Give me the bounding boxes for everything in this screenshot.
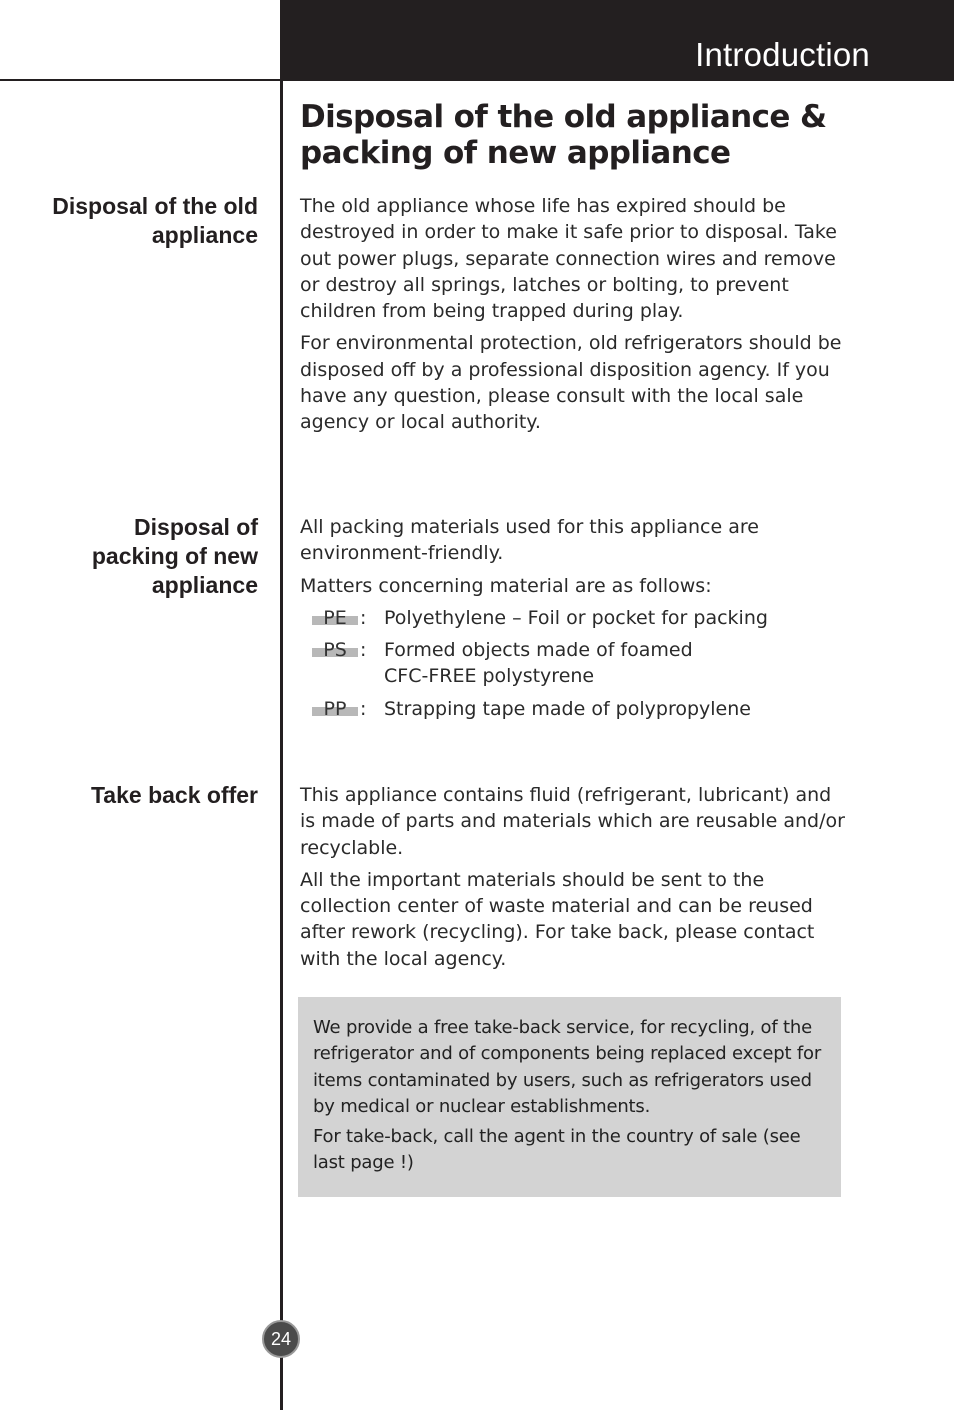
paragraph: For environmental protection, old refrigerators should be disposed off by a professional disposition agency. If you have any question, please consult with the local sale agency or local authority.: [300, 332, 842, 434]
paragraph: All packing materials used for this appliance are environment-friendly.: [300, 516, 759, 565]
section-disposal-old: [300, 193, 845, 442]
material-description: Strapping tape made of polypropylene: [384, 697, 751, 720]
paragraph: This appliance contains fluid (refrigerant, lubricant) and is made of parts and materials which are reusable and/or recyclable.: [300, 784, 845, 859]
note-paragraph: We provide a free take-back service, for recycling, of the refrigerator and of components being replaced except for items contaminated by users, such as refrigerators used by medical or nuclear establishments.: [313, 1017, 822, 1117]
material-code: PE: [312, 605, 358, 631]
material-item-pp: PP : Strapping tape made of polypropylene: [312, 696, 845, 722]
material-code: PS: [312, 637, 358, 663]
material-item-ps: PS : Formed objects made of foamed CFC-FREE polystyrene: [312, 637, 845, 690]
section-heading-packing: Disposal of packing of new appliance: [91, 514, 258, 598]
take-back-note-box: [298, 997, 841, 1197]
material-item-pe: PE : Polyethylene – Foil or pocket for packing: [312, 605, 845, 631]
page-number-badge: 24: [262, 1320, 300, 1358]
header-title: Introduction: [695, 36, 870, 73]
section-packing: [300, 514, 845, 728]
section-take-back: [300, 782, 845, 978]
header-bar: [282, 0, 954, 81]
section-heading-take-back: Take back offer: [90, 782, 258, 808]
note-paragraph: For take-back, call the agent in the country of sale (see last page !): [313, 1126, 801, 1174]
material-code: PP: [312, 696, 358, 722]
page-title: Disposal of the old appliance & packing of new appliance: [300, 99, 827, 171]
paragraph: All the important materials should be sent to the collection center of waste material and can be reused after rework (recycling). For take back, please contact with the local agency.: [300, 868, 815, 970]
paragraph: The old appliance whose life has expired should be destroyed in order to make it safe prior to disposal. Take out power plugs, separate connection wires and remove or destroy all springs, latches or bolting, to prevent children from being trapped during play.: [300, 195, 837, 323]
top-rule: [0, 79, 282, 81]
material-description: Polyethylene – Foil or pocket for packing: [384, 606, 768, 629]
section-heading-disposal-old: Disposal of the old appliance: [52, 193, 258, 248]
column-divider: [280, 0, 283, 1410]
material-description: Formed objects made of foamed CFC-FREE polystyrene: [384, 639, 693, 688]
paragraph: Matters concerning material are as follows:: [300, 574, 712, 597]
